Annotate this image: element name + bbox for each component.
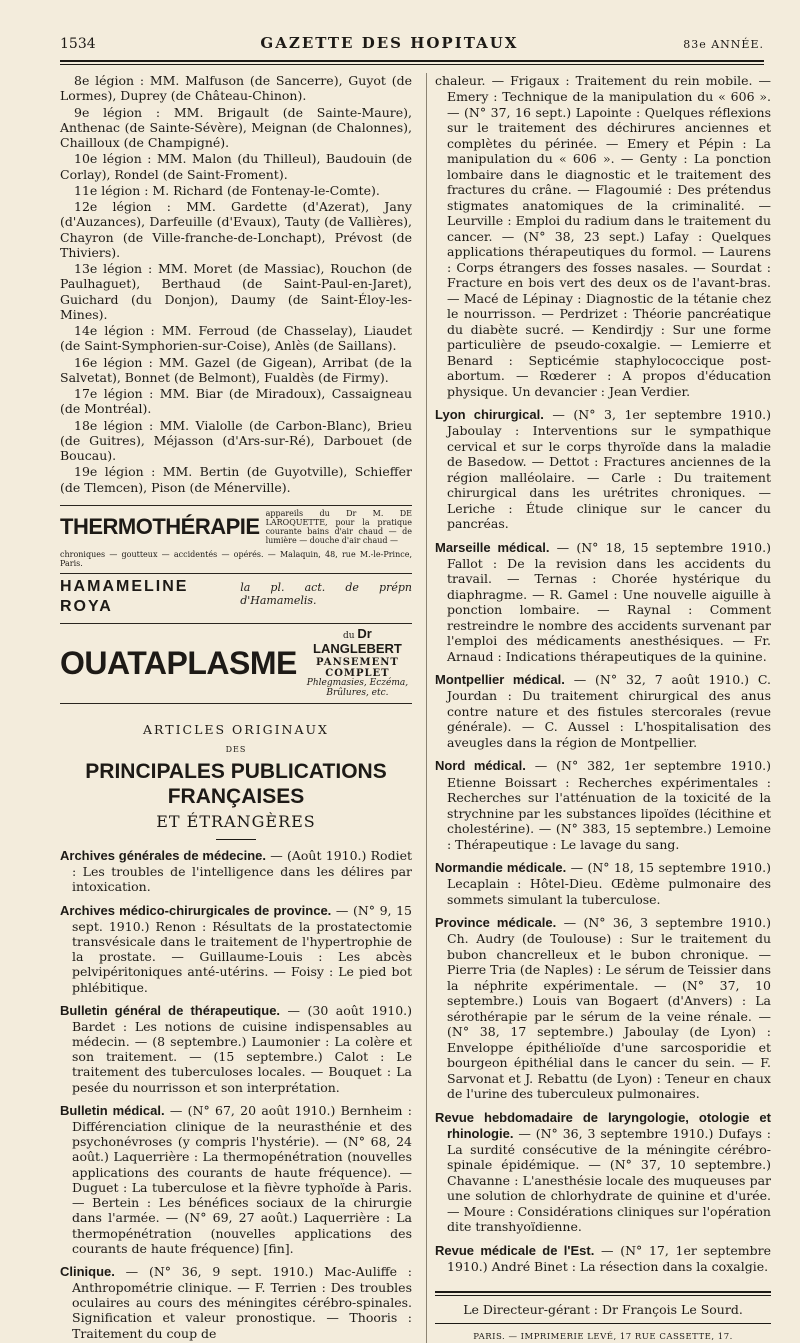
header-rule [60,60,764,65]
ad-ouata-title: OUATAPLASME [60,644,297,681]
legion-11: 11e légion : M. Richard (de Fontenay-le-Comte). [74,182,380,198]
legion-18: 18e légion : MM. Vialolle (de Carbon-Blanc), Brieu (de Guitres), Méjasson (d'Ars-sur-Ré), Darbouet (de Boucau). [60,417,412,463]
entry-text: — (N° 9, 15 sept. 1910.) Renon : Résultats de la prostatectomie transvésicale dans le traitement de l'hypertrophie de la prostate. — Guillaume-Louis : Les abcès pelvipéritoniques anté-utérins. — Foisy : Le pied bot phlébitique. [72,902,412,995]
legion-10: 10e légion : MM. Malon (du Thilleul), Baudouin (de Corlay), Rondel (de Saint-Froment). [60,151,412,182]
ad-thermotherapie [60,505,412,549]
entry-revue-laryngologie [435,1110,771,1235]
journal-name: Normandie médicale. [435,860,567,876]
page-header [60,34,764,56]
entry-montpellier-medical [435,672,771,750]
journal-name: Montpellier médical. [435,672,565,688]
section-line2: DES [225,744,247,754]
journal-name: Nord médical. [435,758,526,774]
entry-text: — (N° 17, 1er septembre 1910.) André Binet : La résection dans la coxalgie. [447,1242,771,1275]
legion-13: 13e légion : MM. Moret (de Massiac), Rouchon (de Paulhaguet), Berthaud (de Saint-Paul-en-Jaret), Guichard (du Donjon), Daumy (de Saint-Éloy-les-Mines). [60,261,412,322]
entry-lyon-chirurgical [435,407,771,532]
ad-ouata-du: du [342,631,355,642]
journal-name: Archives médico-chirurgicales de province. [60,902,332,918]
legion-19: 19e légion : MM. Bertin (de Guyotville), Schieffer (de Tlemcen), Pison (de Ménerville). [60,464,412,495]
section-line4: ET ÉTRANGÈRES [156,811,316,831]
entry-nord-medical [435,758,771,852]
entry-text: chaleur. — Frigaux : Traitement du rein mobile. — Emery : Technique de la manipulation du « 606 ». — (N° 37, 16 sept.) Lapointe : Quelques réflexions sur le traitement des déchirures anciennes et complètes du périnée. — Emery et Pépin : La manipulation du « 606 ». — Genty : La ponction lombaire dans le diagnostic et le traitement des fractures du crâne. — Flagoumié : Des prétendus stigmates anatomiques de la criminalité. — Leurville : Emploi du radium dans le traitement du cancer. — (N° 38, 23 sept.) Lafay : Quelques applications thérapeutiques du formol. — Laurens : Corps étrangers des fosses nasales. — Sourdat : Fracture en bois vert des deux os de l'avant-bras. — Macé de Lépinay : Diagnostic de la tétanie chez le nourrisson. — Perdrizet : Théorie pancréatique du diabète sucré. — Kendirdjy : Sur une forme particulière de pseudo-coxalgie. — Lemierre et Benard : Septicémie staphylococcique post-abortum. — Rœderer : A propos d'éducation physique. Un devancier : Jean Verdier. [435,73,771,399]
entry-text: — (N° 3, 1er septembre 1910.) Jaboulay : Interventions sur le sympathique cervical et sur le corps thyroïde dans la maladie de Basedow. — Dettot : Fractures anciennes de la région malléolaire. — Carle : Du traitement chirurgical dans les urétrites chroniques. — Leriche : Étude clinique sur le cancer du pancréas. [447,407,771,532]
entry-text: — (N° 36, 3 septembre 1910.) Ch. Audry (de Toulouse) : Sur le traitement du bubon chancrelleux et le bubon chronique. — Pierre Tria (de Naples) : Le sérum de Teissier dans la néphrite expérimentale. — (N° 37, 10 septembre.) Louis van Bogaert (d'Anvers) : La sérothérapie par le sérum de la veine rénale. — (N° 38, 17 septembre.) Jaboulay (de Lyon) : Enveloppe épithélioïde d'une sarcosporidie et bourgeon épithélial dans le cancer du sein. — F. Sarvonat et J. Rebattu (de Lyon) : Teneur en chaux de l'urine des tuberculeux pulmonaires. [447,915,771,1102]
entry-archives-medico [60,903,412,995]
legion-16: 16e légion : MM. Gazel (de Gigean), Arribat (de la Salvetat), Bonnet (de Belmont), Fualdès (de Firmy). [60,354,412,385]
journal-name: Archives générales de médecine. [60,848,267,864]
director-signature: Le Directeur-gérant : Dr François Le Sourd. [463,1301,743,1317]
journal-name: Revue hebdomadaire de laryngologie, otologie et rhinologie. [435,1109,771,1141]
entry-text: — (N° 32, 7 août 1910.) C. Jourdan : Du traitement chirurgical des anus contre nature et des fistules stercorales (revue générale). — C. Aussel : L'hospitalisation des aveugles dans la région de Montpellier. [447,672,771,750]
ad-hamameline [60,573,412,619]
entry-province-medicale [435,915,771,1102]
entry-text: — (30 août 1910.) Bardet : Les notions de cuisine indispensables au médecin. — (8 septembre.) Laumonier : La colère et son traitement. — (15 septembre.) Calot : Le traitement des tuberculoses locales. — Bouquet : La pesée du nourrisson et son interprétation. [72,1002,413,1095]
legion-14: 14e légion : MM. Ferroud (de Chasselay), Liaudet (de Saint-Symphorien-sur-Coise), Anlès (de Saillans). [60,323,412,354]
entry-revue-est [435,1243,771,1275]
entry-normandie-medicale [435,860,771,907]
ad-ouata-use: Phlegmasies, Eczéma, Brûlures, etc. [306,677,409,698]
ad-thermo-text: appareils du Dr M. DE LAROQUETTE, pour la pratique courante bains d'air chaud — de lumière — douche d'air chaud — [265,508,412,546]
entry-clinique-continued [435,73,771,399]
legion-9: 9e légion : MM. Brigault (de Sainte-Maure), Anthenac (de Sainte-Sévère), Meignan (de Chalonnes), Chailloux (de Champigné). [60,104,412,150]
journal-name: Lyon chirurgical. [435,407,544,423]
ad-ouata-name: Dr LANGLEBERT [313,626,402,656]
journal-name: Bulletin médical. [60,1102,165,1118]
entry-text: — (N° 18, 15 septembre 1910.) Lecaplain : Hôtel-Dieu. Œdème pulmonaire des sommets simulant la tuberculose. [447,860,771,907]
entry-text: — (N° 18, 15 septembre 1910.) Fallot : De la revision dans les accidents du travail. — Ternas : Chorée hystérique du diaphragme. — R. Gamel : Une nouvelle aiguille à ponction lombaire. — Raynal : Comment restreindre le nombre des accidents survenant par l'emploi des médicaments anesthésiques. — Fr. Arnaud : Indications thérapeutiques de la quinine. [447,539,771,664]
legion-12: 12e légion : MM. Gardette (d'Azerat), Jany (d'Auzances), Darfeuille (d'Evaux), Tauty (de Vallières), Chayron (de Ville-franche-de-Lonchapt), Prévost (de Thiviers). [60,199,412,260]
ad-ouata-comp: PANSEMENT COMPLET [316,656,399,679]
journal-name: Marseille médical. [435,539,550,555]
ad-hama-text: la pl. act. de prépn d'Hamamelis. [240,581,412,608]
entry-text: — (N° 382, 1er septembre 1910.) Etienne Boissart : Recherches expérimentales : Recherches sur l'atténuation de la toxicité de la strychnine par les substances lipoïdes (lécithine et cholestérine). — (N° 383, 15 septembre.) Lemoine : Thérapeutique : Le lavage du sang. [447,758,771,852]
ad-hama-title: HAMAMELINE ROYA [60,578,189,615]
journal-name: Province médicale. [435,915,557,931]
section-heading [60,722,412,841]
legion-17: 17e légion : MM. Biar (de Miradoux), Cassaigneau (de Montréal). [60,386,412,417]
entry-marseille-medical [435,540,771,665]
ad-thermo-text2: chroniques — goutteux — accidentés — opérés. — Malaquin, 48, rue M.-le-Prince, Paris. [60,549,412,569]
issue-label: 83e ANNÉE. [683,38,764,51]
entry-bulletin-medical [60,1103,412,1256]
section-line1: ARTICLES ORIGINAUX [143,721,329,737]
journal-title: GAZETTE DES HOPITAUX [260,34,519,52]
entry-text: — (Août 1910.) Rodiet : Les troubles de l'intelligence dans les délires par intoxication. [72,848,412,895]
entry-bulletin-therapeutique [60,1003,412,1095]
right-column [426,73,771,1343]
entry-clinique [60,1264,412,1341]
journal-name: Clinique. [60,1264,115,1280]
entry-text: — (N° 67, 20 août 1910.) Bernheim : Différenciation clinique de la neurasthénie et des psychonévroses (y compris l'hystérie). — (N° 68, 24 août.) Laquerrière : La thermopénétration (nouvelles applications des courants de haute fréquence). — Duguet : La tuberculose et la fièvre typhoïde à Paris. — Bertein : Les bénéfices sociaux de la chirurgie dans l'armée. — (N° 69, 27 août.) Laquerrière : La thermopénétration (nouvelles applications des courants de haute fréquence) [fin]. [72,1102,412,1256]
footer-rule [435,1323,771,1324]
section-dash [216,839,256,840]
entry-text: — (N° 36, 9 sept. 1910.) Mac-Auliffe : Anthropométrie clinique. — F. Terrien : Des troubles oculaires au cours des méningites cérébro-spinales. Signification et valeur pronostique. — Thooris : Traitement du coup de [72,1264,412,1341]
entry-archives-generales [60,848,412,894]
ad-ouataplasme [60,623,412,704]
section-line3: PRINCIPALES PUBLICATIONS FRANÇAISES [85,759,387,809]
journal-name: Revue médicale de l'Est. [435,1242,595,1258]
legion-8: 8e légion : MM. Malfuson (de Sancerre), Guyot (de Lormes), Duprey (de Château-Chinon). [60,73,412,104]
ad-ouata-box [303,627,412,699]
page-number: 1534 [60,36,96,52]
ad-thermo-title: THERMOTHÉRAPIE [60,514,260,540]
printer-line: PARIS. — IMPRIMERIE LEVÉ, 17 RUE CASSETTE, 17. [473,1332,733,1343]
footer-rule-double [435,1291,771,1296]
entry-text: — (N° 36, 3 septembre 1910.) Dufays : La surdité consécutive de la méningite cérébro-spinale épidémique. — (N° 37, 10 septembre.) Chavanne : L'anesthésie locale des muqueuses par une solution de chlorhydrate de quinine et d'urée. — Moure : Considérations cliniques sur l'opération dite transhyoïdienne. [447,1125,771,1235]
two-columns [60,73,771,1343]
left-column [60,73,412,1343]
journal-name: Bulletin général de thérapeutique. [60,1002,281,1018]
